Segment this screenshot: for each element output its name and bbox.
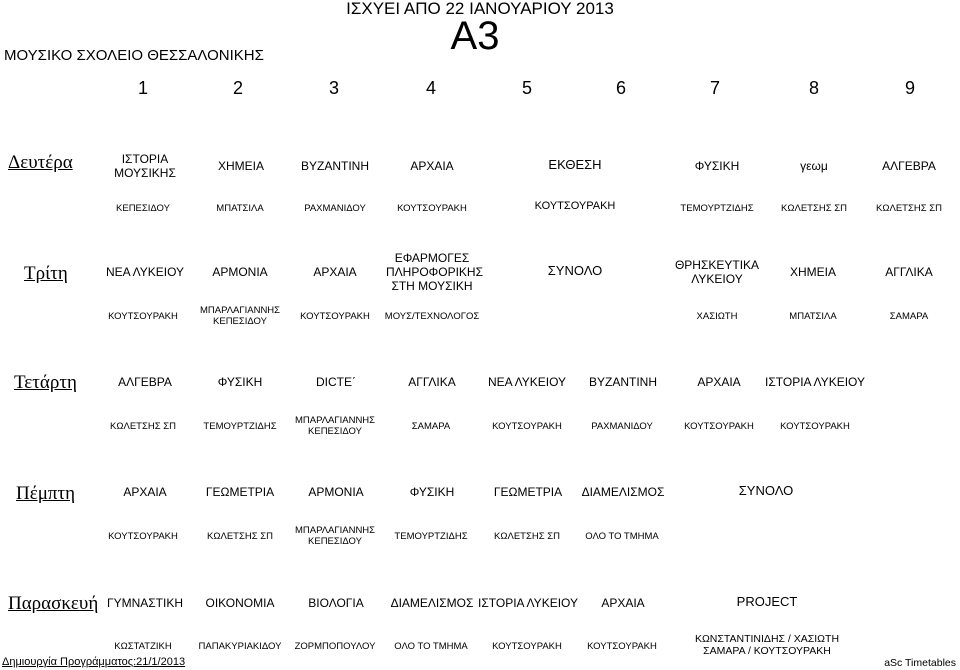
lesson-subject: ΑΓΓΛΙΚΑ — [408, 375, 456, 389]
period-number: 2 — [232, 78, 244, 98]
lesson-teacher: ΣΑΜΑΡΑ — [889, 311, 929, 322]
lesson-teacher: ΚΩΣΤΑΤΖΙΚΗ — [114, 641, 172, 652]
lesson-teacher: ΜΠΑΤΣΙΛΑ — [789, 311, 837, 322]
lesson-subject: ΧΗΜΕΙΑ — [789, 265, 837, 279]
lesson-subject: ΝΕΑ ΛΥΚΕΙΟΥ — [487, 375, 567, 389]
lesson-subject: ΣΥΝΟΛΟ — [738, 483, 794, 498]
lesson-teacher: ΚΩΛΕΤΣΗΣ ΣΠ — [110, 421, 176, 432]
lesson-teacher: ΚΟΥΤΣΟΥΡΑΚΗ — [534, 200, 616, 212]
class-title: Α3 — [450, 14, 500, 58]
validity-date: ΙΣΧΥΕΙ ΑΠΟ 22 ΙΑΝΟΥΑΡΙΟΥ 2013 — [346, 0, 614, 18]
period-number: 6 — [615, 78, 627, 98]
day-label-wednesday: Τετάρτη — [14, 372, 77, 393]
lesson-teacher: ΚΩΛΕΤΣΗΣ ΣΠ — [876, 203, 942, 214]
lesson-subject: PROJECT — [736, 594, 798, 609]
lesson-subject: ΓΕΩΜΕΤΡΙΑ — [493, 485, 563, 499]
lesson-subject: ΙΣΤΟΡΙΑ ΜΟΥΣΙΚΗΣ — [114, 152, 176, 180]
lesson-teacher: ΚΕΠΕΣΙΔΟΥ — [116, 203, 170, 214]
day-label-tuesday: Τρίτη — [24, 263, 68, 284]
lesson-teacher: ΚΟΥΤΣΟΥΡΑΚΗ — [587, 641, 657, 652]
lesson-teacher: ΡΑΧΜΑΝΙΔΟΥ — [591, 421, 653, 432]
lesson-teacher: ΚΟΥΤΣΟΥΡΑΚΗ — [397, 203, 467, 214]
lesson-subject: ΑΡΧΑΙΑ — [697, 375, 741, 389]
lesson-subject: ΟΙΚΟΝΟΜΙΑ — [205, 596, 275, 610]
lesson-teacher: ΚΟΥΤΣΟΥΡΑΚΗ — [492, 421, 562, 432]
lesson-teacher: ΣΑΜΑΡΑ — [411, 421, 451, 432]
lesson-teacher: ΟΛΟ ΤΟ ΤΜΗΜΑ — [394, 641, 468, 652]
period-number: 8 — [808, 78, 820, 98]
period-number: 4 — [425, 78, 437, 98]
lesson-subject: ΑΡΧΑΙΑ — [601, 596, 645, 610]
day-label-monday: Δευτέρα — [8, 152, 73, 173]
creation-date: Δημιουργία Προγράμματος:21/1/2013 — [2, 656, 186, 668]
lesson-subject: ΦΥΣΙΚΗ — [694, 159, 740, 173]
lesson-teacher: ΚΩΛΕΤΣΗΣ ΣΠ — [207, 531, 273, 542]
period-number: 7 — [709, 78, 721, 98]
lesson-teacher: ΧΑΣΙΩΤΗ — [696, 311, 738, 322]
lesson-subject: ΧΗΜΕΙΑ — [217, 159, 265, 173]
period-number: 3 — [328, 78, 340, 98]
lesson-subject: ΦΥΣΙΚΗ — [217, 375, 263, 389]
lesson-subject: ΑΡΧΑΙΑ — [410, 159, 454, 173]
lesson-subject: ΘΡΗΣΚΕΥΤΙΚΑ ΛΥΚΕΙΟΥ — [674, 258, 760, 286]
lesson-subject: ΑΡΧΑΙΑ — [123, 485, 167, 499]
lesson-subject: ΑΛΓΕΒΡΑ — [118, 375, 172, 389]
lesson-subject: γεωμ — [800, 159, 828, 173]
lesson-subject: ΙΣΤΟΡΙΑ ΛΥΚΕΙΟΥ — [765, 375, 865, 389]
school-name: ΜΟΥΣΙΚΟ ΣΧΟΛΕΙΟ ΘΕΣΣΑΛΟΝΙΚΗΣ — [4, 47, 264, 64]
lesson-subject: ΑΡΜΟΝΙΑ — [308, 485, 364, 499]
lesson-teacher: ΤΕΜΟΥΡΤΖΙΔΗΣ — [203, 421, 277, 432]
day-label-friday: Παρασκευή — [8, 593, 99, 614]
lesson-subject: ΕΚΘΕΣΗ — [548, 157, 602, 172]
lesson-teacher: ΠΑΠΑΚΥΡΙΑΚΙΔΟΥ — [198, 641, 282, 652]
period-number: 1 — [137, 78, 149, 98]
lesson-subject: ΕΦΑΡΜΟΓΕΣ ΠΛΗΡΟΦΟΡΙΚΗΣ ΣΤΗ ΜΟΥΣΙΚΗ — [386, 251, 484, 293]
lesson-teacher: ΜΟΥΣ/ΤΕΧΝΟΛΟΓΟΣ — [384, 311, 480, 322]
lesson-subject: ΙΣΤΟΡΙΑ ΛΥΚΕΙΟΥ — [478, 596, 578, 610]
generator-credit: aSc Timetables — [884, 657, 956, 669]
lesson-subject: ΑΡΜΟΝΙΑ — [212, 265, 268, 279]
lesson-teacher: ΜΠΑΡΛΑΓΙΑΝΝΗΣ ΚΕΠΕΣΙΔΟΥ — [199, 305, 281, 327]
lesson-subject: ΔΙΑΜΕΛΙΣΜΟΣ — [390, 596, 474, 610]
lesson-teacher: ΚΩΛΕΤΣΗΣ ΣΠ — [494, 531, 560, 542]
lesson-teacher: ΚΩΝΣΤΑΝΤΙΝΙΔΗΣ / ΧΑΣΙΩΤΗ ΣΑΜΑΡΑ / ΚΟΥΤΣΟΥΡΑΚΗ — [694, 633, 840, 657]
lesson-teacher: ΚΟΥΤΣΟΥΡΑΚΗ — [108, 311, 178, 322]
lesson-subject: ΑΛΓΕΒΡΑ — [882, 159, 936, 173]
lesson-teacher: ΚΟΥΤΣΟΥΡΑΚΗ — [780, 421, 850, 432]
lesson-teacher: ΡΑΧΜΑΝΙΔΟΥ — [304, 203, 366, 214]
lesson-teacher: ΜΠΑΤΣΙΛΑ — [216, 203, 264, 214]
lesson-teacher: ΜΠΑΡΛΑΓΙΑΝΝΗΣ ΚΕΠΕΣΙΔΟΥ — [294, 525, 376, 547]
lesson-subject: ΓΥΜΝΑΣΤΙΚΗ — [106, 596, 184, 610]
lesson-subject: ΑΓΓΛΙΚΑ — [885, 265, 933, 279]
lesson-subject: ΒΙΟΛΟΓΙΑ — [308, 596, 364, 610]
lesson-teacher: ΜΠΑΡΛΑΓΙΑΝΝΗΣ ΚΕΠΕΣΙΔΟΥ — [294, 415, 376, 437]
period-number: 5 — [521, 78, 533, 98]
lesson-subject: ΝΕΑ ΛΥΚΕΙΟΥ — [105, 265, 185, 279]
lesson-subject: ΑΡΧΑΙΑ — [313, 265, 357, 279]
lesson-teacher: ΤΕΜΟΥΡΤΖΙΔΗΣ — [680, 203, 754, 214]
lesson-teacher: ΚΟΥΤΣΟΥΡΑΚΗ — [300, 311, 370, 322]
lesson-teacher: ΖΟΡΜΠΟΠΟΥΛΟΥ — [294, 641, 376, 652]
lesson-subject: ΒΥΖΑΝΤΙΝΗ — [300, 159, 370, 173]
period-number: 9 — [904, 78, 916, 98]
day-label-thursday: Πέμπτη — [16, 483, 76, 504]
lesson-subject: ΦΥΣΙΚΗ — [409, 485, 455, 499]
lesson-subject: ΒΥΖΑΝΤΙΝΗ — [588, 375, 658, 389]
lesson-teacher: ΚΟΥΤΣΟΥΡΑΚΗ — [492, 641, 562, 652]
lesson-teacher: ΚΩΛΕΤΣΗΣ ΣΠ — [781, 203, 847, 214]
lesson-teacher: ΚΟΥΤΣΟΥΡΑΚΗ — [684, 421, 754, 432]
lesson-subject: ΔΙΑΜΕΛΙΣΜΟΣ — [581, 485, 665, 499]
lesson-teacher: ΚΟΥΤΣΟΥΡΑΚΗ — [108, 531, 178, 542]
lesson-subject: ΓΕΩΜΕΤΡΙΑ — [205, 485, 275, 499]
lesson-subject: ΣΥΝΟΛΟ — [547, 263, 603, 278]
lesson-teacher: ΟΛΟ ΤΟ ΤΜΗΜΑ — [585, 531, 659, 542]
lesson-teacher: ΤΕΜΟΥΡΤΖΙΔΗΣ — [394, 531, 468, 542]
lesson-subject: DICTE΄ — [316, 375, 356, 389]
